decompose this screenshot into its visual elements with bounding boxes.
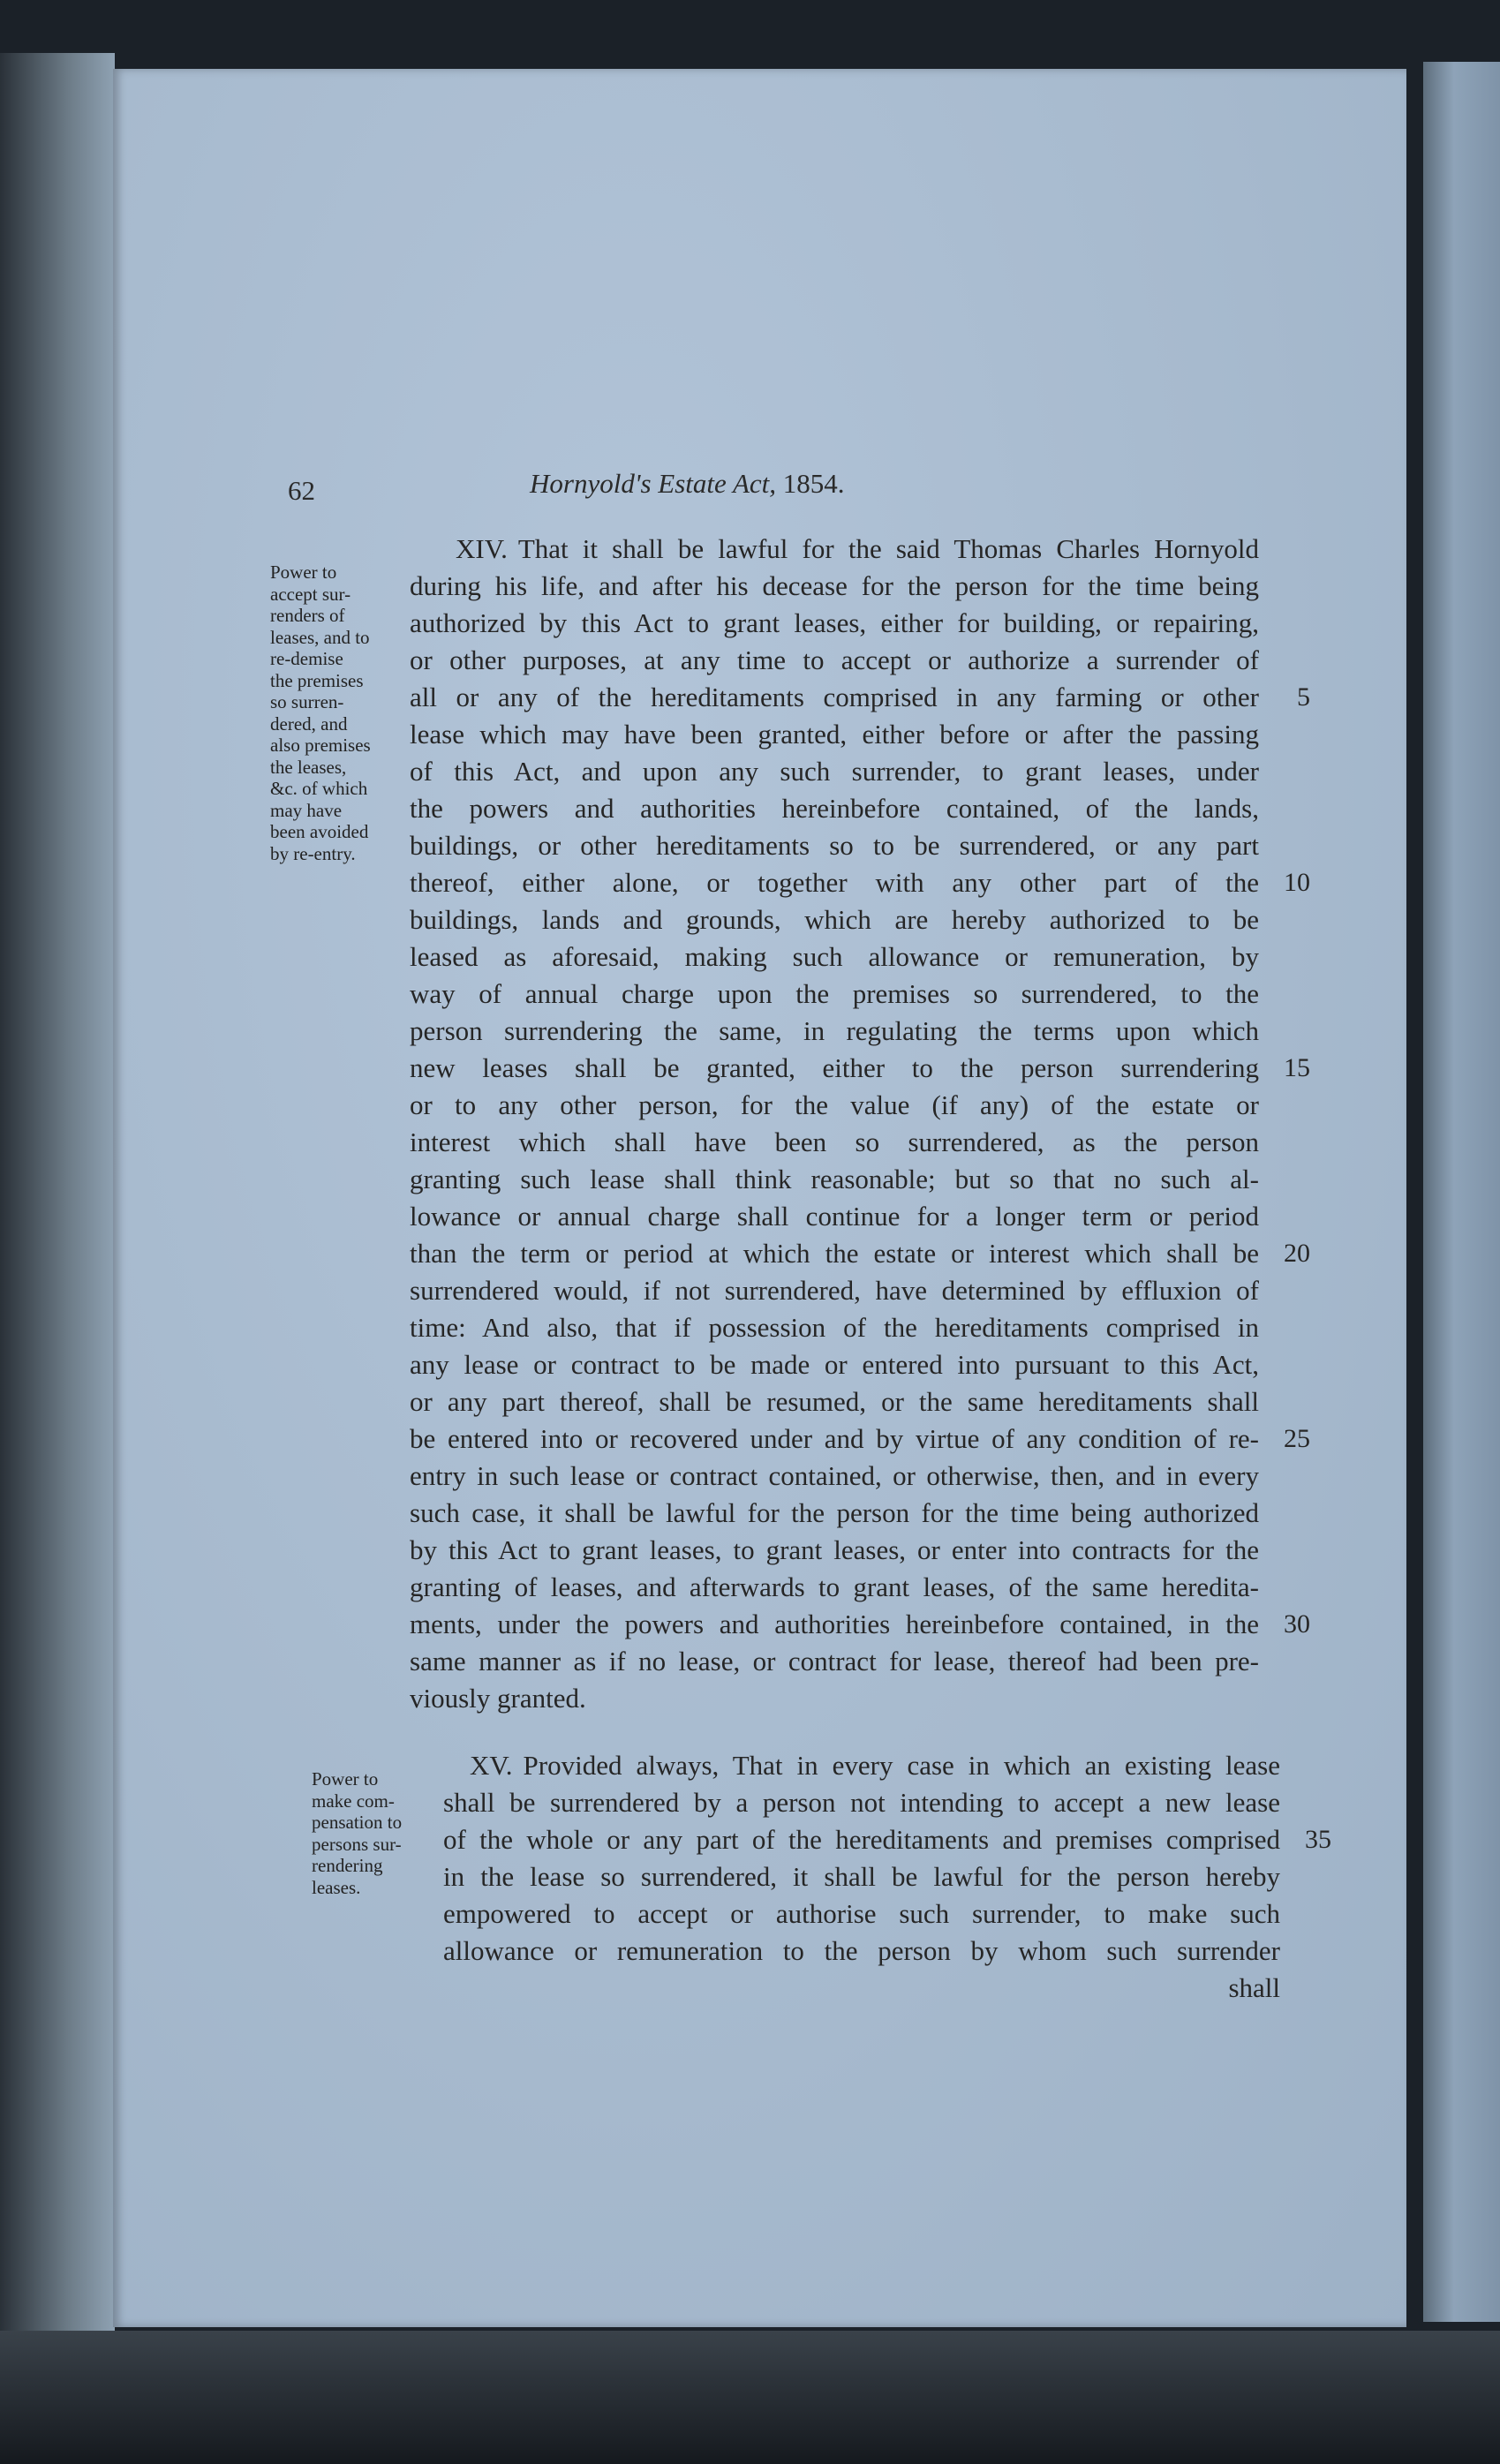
line-text: buildings, or other hereditaments so to be surrendered, or any part xyxy=(410,830,1259,861)
margin-note-line: also premises xyxy=(270,735,371,756)
line-text: of the whole or any part of the hereditaments and premises comprised xyxy=(443,1824,1280,1855)
line-text: be entered into or recovered under and by virtue of any condition of re- xyxy=(410,1423,1259,1454)
line-text: lowance or annual charge shall continue for a longer term or period xyxy=(410,1201,1259,1232)
text-line xyxy=(443,1895,1280,1933)
book-cover-edge xyxy=(0,53,115,2348)
margin-note-line: make com- xyxy=(312,1790,395,1812)
margin-note-line: Power to xyxy=(270,561,337,583)
line-text: by this Act to grant leases, to grant leases, or enter into contracts for the xyxy=(410,1534,1259,1565)
line-text: allowance or remuneration to the person by whom such surrender xyxy=(443,1935,1280,1966)
text-line xyxy=(410,1420,1310,1458)
section-xv xyxy=(443,1747,1331,2007)
text-line xyxy=(410,938,1259,976)
text-line xyxy=(443,1747,1280,1784)
line-number: 5 xyxy=(1297,682,1310,712)
text-line xyxy=(410,1272,1259,1309)
line-text: shall xyxy=(1228,1972,1280,2003)
line-text: ments, under the powers and authorities hereinbefore contained, in the xyxy=(410,1609,1259,1639)
line-number: 10 xyxy=(1284,868,1310,897)
text-line xyxy=(410,605,1259,642)
text-line xyxy=(410,1643,1259,1680)
adjacent-page-edge xyxy=(1423,62,1500,2322)
margin-note-line: accept sur- xyxy=(270,583,351,605)
margin-note-xv xyxy=(312,1768,402,1898)
text-line xyxy=(410,1235,1310,1272)
margin-note-line: pensation to xyxy=(312,1812,403,1833)
text-line xyxy=(410,1309,1259,1346)
text-line xyxy=(410,1050,1310,1087)
text-line xyxy=(443,1970,1280,2007)
margin-note-line: persons sur- xyxy=(312,1833,402,1855)
line-text: That it shall be lawful for the said Thomas Charles Hornyold xyxy=(517,533,1259,564)
line-text: all or any of the hereditaments comprised in any farming or other xyxy=(410,682,1259,712)
margin-note-line: Power to xyxy=(312,1768,379,1790)
text-line xyxy=(410,531,1259,568)
margin-note-line: &c. of which xyxy=(270,778,368,799)
line-text: lease which may have been granted, either before or after the passing xyxy=(410,719,1259,750)
line-text: authorized by this Act to grant leases, either for building, or repairing, xyxy=(410,607,1259,638)
margin-note-line: the leases, xyxy=(270,756,347,778)
text-line xyxy=(410,1124,1259,1161)
text-line xyxy=(410,1495,1259,1532)
margin-note-line: dered, and xyxy=(270,712,348,735)
margin-note-line: by re-entry. xyxy=(270,842,356,864)
text-line xyxy=(410,1532,1259,1569)
margin-note-line: rendering xyxy=(312,1855,383,1876)
text-line xyxy=(443,1784,1280,1821)
act-year: 1854. xyxy=(776,468,845,499)
section-numeral: XV. xyxy=(470,1750,513,1781)
line-text: way of annual charge upon the premises so surrendered, to the xyxy=(410,978,1259,1009)
line-text: such case, it shall be lawful for the person for the time being authorized xyxy=(410,1497,1259,1528)
margin-note-line: may have xyxy=(270,799,343,821)
text-line xyxy=(410,1198,1259,1235)
line-text: or other purposes, at any time to accept or authorize a surrender of xyxy=(410,644,1259,675)
line-text: time: And also, that if possession of the hereditaments comprised in xyxy=(410,1312,1259,1343)
margin-note-line: been avoided xyxy=(270,821,369,842)
text-line xyxy=(410,679,1310,716)
line-text: surrendered would, if not surrendered, have determined by effluxion of xyxy=(410,1275,1259,1306)
text-line xyxy=(410,1606,1310,1643)
line-text: thereof, either alone, or together with any other part of the xyxy=(410,867,1259,898)
line-text: entry in such lease or contract contained, or otherwise, then, and in every xyxy=(410,1460,1259,1491)
book-bottom-edge xyxy=(0,2331,1500,2464)
line-text: granting such lease shall think reasonable; but so that no such al- xyxy=(410,1164,1259,1194)
text-line xyxy=(410,901,1259,938)
text-line xyxy=(410,753,1259,790)
line-text: empowered to accept or authorise such surrender, to make such xyxy=(443,1898,1280,1929)
line-text: or to any other person, for the value (if any) of the estate or xyxy=(410,1089,1259,1120)
text-line xyxy=(410,1161,1259,1198)
line-text: person surrendering the same, in regulating the terms upon which xyxy=(410,1015,1259,1046)
line-number: 25 xyxy=(1284,1424,1310,1453)
line-text: viously granted. xyxy=(410,1683,586,1714)
line-text: of this Act, and upon any such surrender, to grant leases, under xyxy=(410,756,1259,787)
line-text: buildings, lands and grounds, which are hereby authorized to be xyxy=(410,904,1259,935)
line-text: granting of leases, and afterwards to grant leases, of the same heredita- xyxy=(410,1571,1259,1602)
text-line xyxy=(410,1087,1259,1124)
margin-note-line: leases. xyxy=(312,1876,361,1898)
running-title xyxy=(530,468,845,500)
line-text: leased as aforesaid, making such allowance or remuneration, by xyxy=(410,941,1259,972)
text-line xyxy=(410,790,1259,827)
line-text: any lease or contract to be made or entered into pursuant to this Act, xyxy=(410,1349,1259,1380)
line-text: than the term or period at which the estate or interest which shall be xyxy=(410,1238,1259,1269)
section-xiv xyxy=(410,531,1310,1717)
margin-note-line: so surren- xyxy=(270,691,344,712)
text-line xyxy=(410,864,1310,901)
margin-note-line: leases, and to xyxy=(270,626,370,648)
text-line xyxy=(410,642,1259,679)
text-line xyxy=(410,1458,1259,1495)
text-line xyxy=(410,827,1259,864)
line-number: 15 xyxy=(1284,1053,1310,1082)
line-text: in the lease so surrendered, it shall be lawful for the person hereby xyxy=(443,1861,1280,1892)
page-number: 62 xyxy=(288,475,315,506)
margin-note-line: re-demise xyxy=(270,648,343,669)
line-text: the powers and authorities hereinbefore contained, of the lands, xyxy=(410,793,1259,824)
line-number: 30 xyxy=(1284,1609,1310,1639)
margin-note-line: the premises xyxy=(270,669,364,691)
text-line xyxy=(410,568,1259,605)
line-number: 20 xyxy=(1284,1239,1310,1268)
line-number: 35 xyxy=(1305,1825,1331,1854)
text-line xyxy=(410,716,1259,753)
line-text: interest which shall have been so surrendered, as the person xyxy=(410,1127,1259,1157)
text-line xyxy=(410,1013,1259,1050)
text-line xyxy=(410,976,1259,1013)
section-numeral: XIV. xyxy=(456,533,508,564)
text-line xyxy=(410,1346,1259,1383)
line-text: during his life, and after his decease for the person for the time being xyxy=(410,570,1259,601)
line-text: same manner as if no lease, or contract for lease, thereof had been pre- xyxy=(410,1646,1259,1677)
act-title: Hornyold's Estate Act, xyxy=(530,468,776,499)
margin-note-xiv xyxy=(270,561,371,864)
text-line xyxy=(410,1680,1259,1717)
text-line xyxy=(443,1858,1280,1895)
text-line xyxy=(443,1933,1280,1970)
text-line xyxy=(443,1821,1331,1858)
line-text: shall be surrendered by a person not intending to accept a new lease xyxy=(443,1787,1280,1818)
line-text: new leases shall be granted, either to the person surrendering xyxy=(410,1052,1259,1083)
text-line xyxy=(410,1383,1259,1420)
text-line xyxy=(410,1569,1259,1606)
line-text: Provided always, That in every case in which an existing lease xyxy=(523,1750,1280,1781)
line-text: or any part thereof, shall be resumed, or the same hereditaments shall xyxy=(410,1386,1259,1417)
margin-note-line: renders of xyxy=(270,605,345,626)
running-header xyxy=(0,468,1500,512)
